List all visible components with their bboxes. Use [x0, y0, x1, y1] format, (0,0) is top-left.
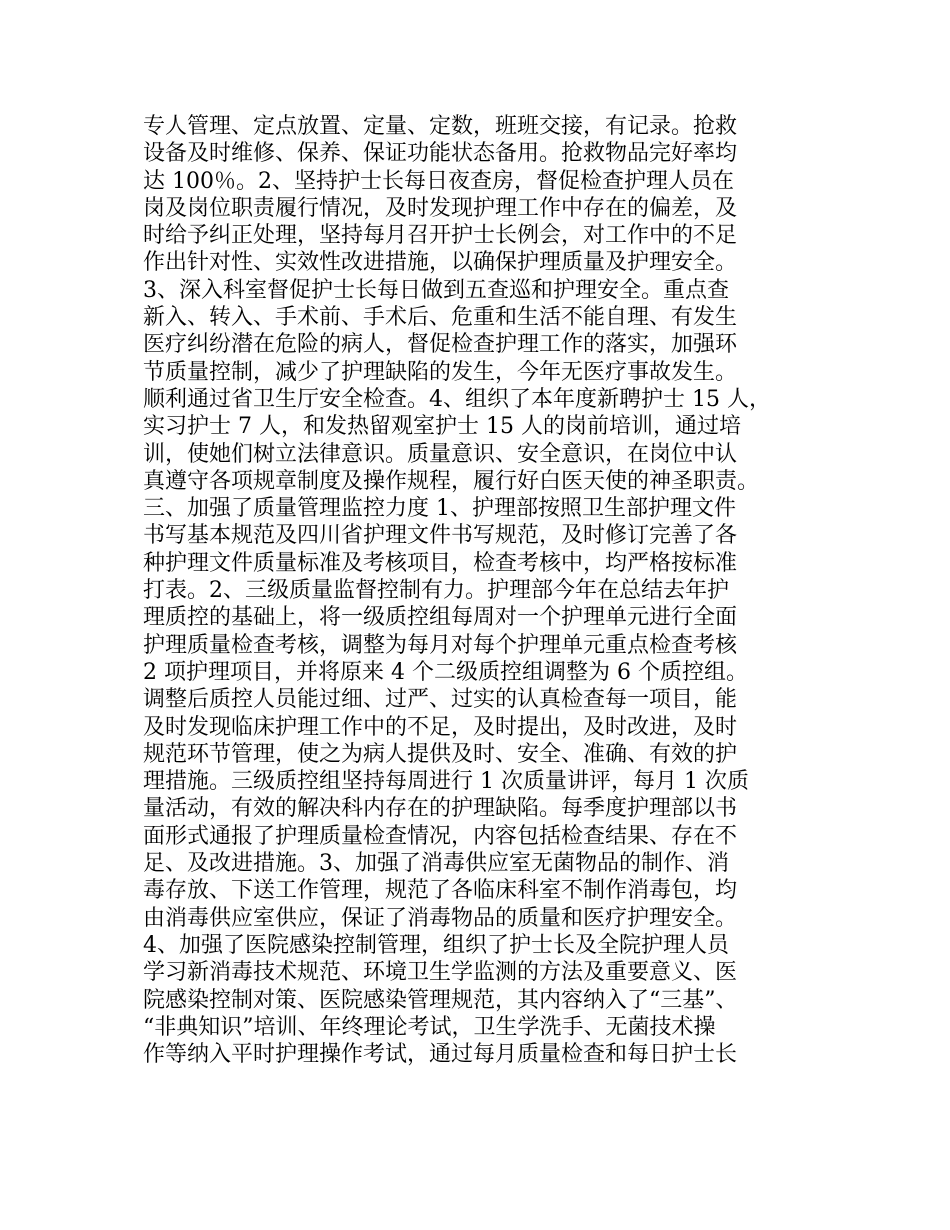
- text-line: 量活动，有效的解决科内存在的护理缺陷。每季度护理部以书: [143, 796, 738, 822]
- text-line: 3、深入科室督促护士长每日做到五查巡和护理安全。重点查: [143, 277, 729, 303]
- text-line: 三、加强了质量管理监控力度 1、护理部按照卫生部护理文件: [143, 496, 736, 522]
- text-line: 院感染控制对策、医院感染管理规范，其内容纳入了“三基”、: [143, 987, 738, 1013]
- text-line: 达 100％。2、坚持护士长每日夜查房，督促检查护理人员在: [143, 168, 734, 194]
- text-line: 时给予纠正处理，坚持每月召开护士长例会，对工作中的不足: [143, 223, 738, 249]
- text-line: 理措施。三级质控组坚持每周进行 1 次质量讲评，每月 1 次质: [143, 769, 749, 795]
- text-line: 打表。2、三级质量监督控制有力。护理部今年在总结去年护: [143, 578, 729, 604]
- text-line: 作等纳入平时护理操作考试，通过每月质量检查和每日护士长: [143, 1042, 738, 1068]
- text-line: 实习护士 7 人，和发热留观室护士 15 人的岗前培训，通过培: [143, 414, 741, 440]
- body-text: [143, 113, 833, 1068]
- text-line: 顺利通过省卫生厅安全检查。4、组织了本年度新聘护士 15 人，: [143, 386, 771, 412]
- text-line: 及时发现临床护理工作中的不足，及时提出，及时改进，及时: [143, 714, 738, 740]
- text-line: 新入、转入、手术前、手术后、危重和生活不能自理、有发生: [143, 305, 738, 331]
- text-line: 设备及时维修、保养、保证功能状态备用。抢救物品完好率均: [143, 141, 738, 167]
- text-line: 作出针对性、实效性改进措施，以确保护理质量及护理安全。: [143, 250, 738, 276]
- text-line: 毒存放、下送工作管理，规范了各临床科室不制作消毒包，均: [143, 878, 738, 904]
- text-line: 学习新消毒技术规范、环境卫生学监测的方法及重要意义、医: [143, 960, 738, 986]
- text-line: 训，使她们树立法律意识。质量意识、安全意识，在岗位中认: [143, 441, 738, 467]
- text-line: 医疗纠纷潜在危险的病人，督促检查护理工作的落实，加强环: [143, 332, 738, 358]
- text-line: 岗及岗位职责履行情况，及时发现护理工作中存在的偏差，及: [143, 195, 738, 221]
- text-line: 节质量控制，减少了护理缺陷的发生，今年无医疗事故发生。: [143, 359, 738, 385]
- text-line: 2 项护理项目，并将原来 4 个二级质控组调整为 6 个质控组。: [143, 659, 748, 685]
- text-line: 护理质量检查考核，调整为每月对每个护理单元重点检查考核: [143, 632, 738, 658]
- text-line: 调整后质控人员能过细、过严、过实的认真检查每一项目，能: [143, 687, 738, 713]
- text-line: “非典知识”培训、年终理论考试，卫生学洗手、无菌技术操: [143, 1014, 716, 1040]
- text-line: 书写基本规范及四川省护理文件书写规范，及时修订完善了各: [143, 523, 738, 549]
- text-line: 规范环节管理，使之为病人提供及时、安全、准确、有效的护: [143, 741, 738, 767]
- text-line: 足、及改进措施。3、加强了消毒供应室无菌物品的制作、消: [143, 851, 729, 877]
- text-line: 4、加强了医院感染控制管理，组织了护士长及全院护理人员: [143, 932, 729, 958]
- text-line: 面形式通报了护理质量检查情况，内容包括检查结果、存在不: [143, 823, 738, 849]
- text-line: 由消毒供应室供应，保证了消毒物品的质量和医疗护理安全。: [143, 905, 738, 931]
- text-line: 理质控的基础上，将一级质控组每周对一个护理单元进行全面: [143, 605, 738, 631]
- text-line: 真遵守各项规章制度及操作规程，履行好白医天使的神圣职责。: [143, 468, 760, 494]
- text-line: 种护理文件质量标准及考核项目，检查考核中，均严格按标准: [143, 550, 738, 576]
- text-line: 专人管理、定点放置、定量、定数，班班交接，有记录。抢救: [143, 114, 738, 139]
